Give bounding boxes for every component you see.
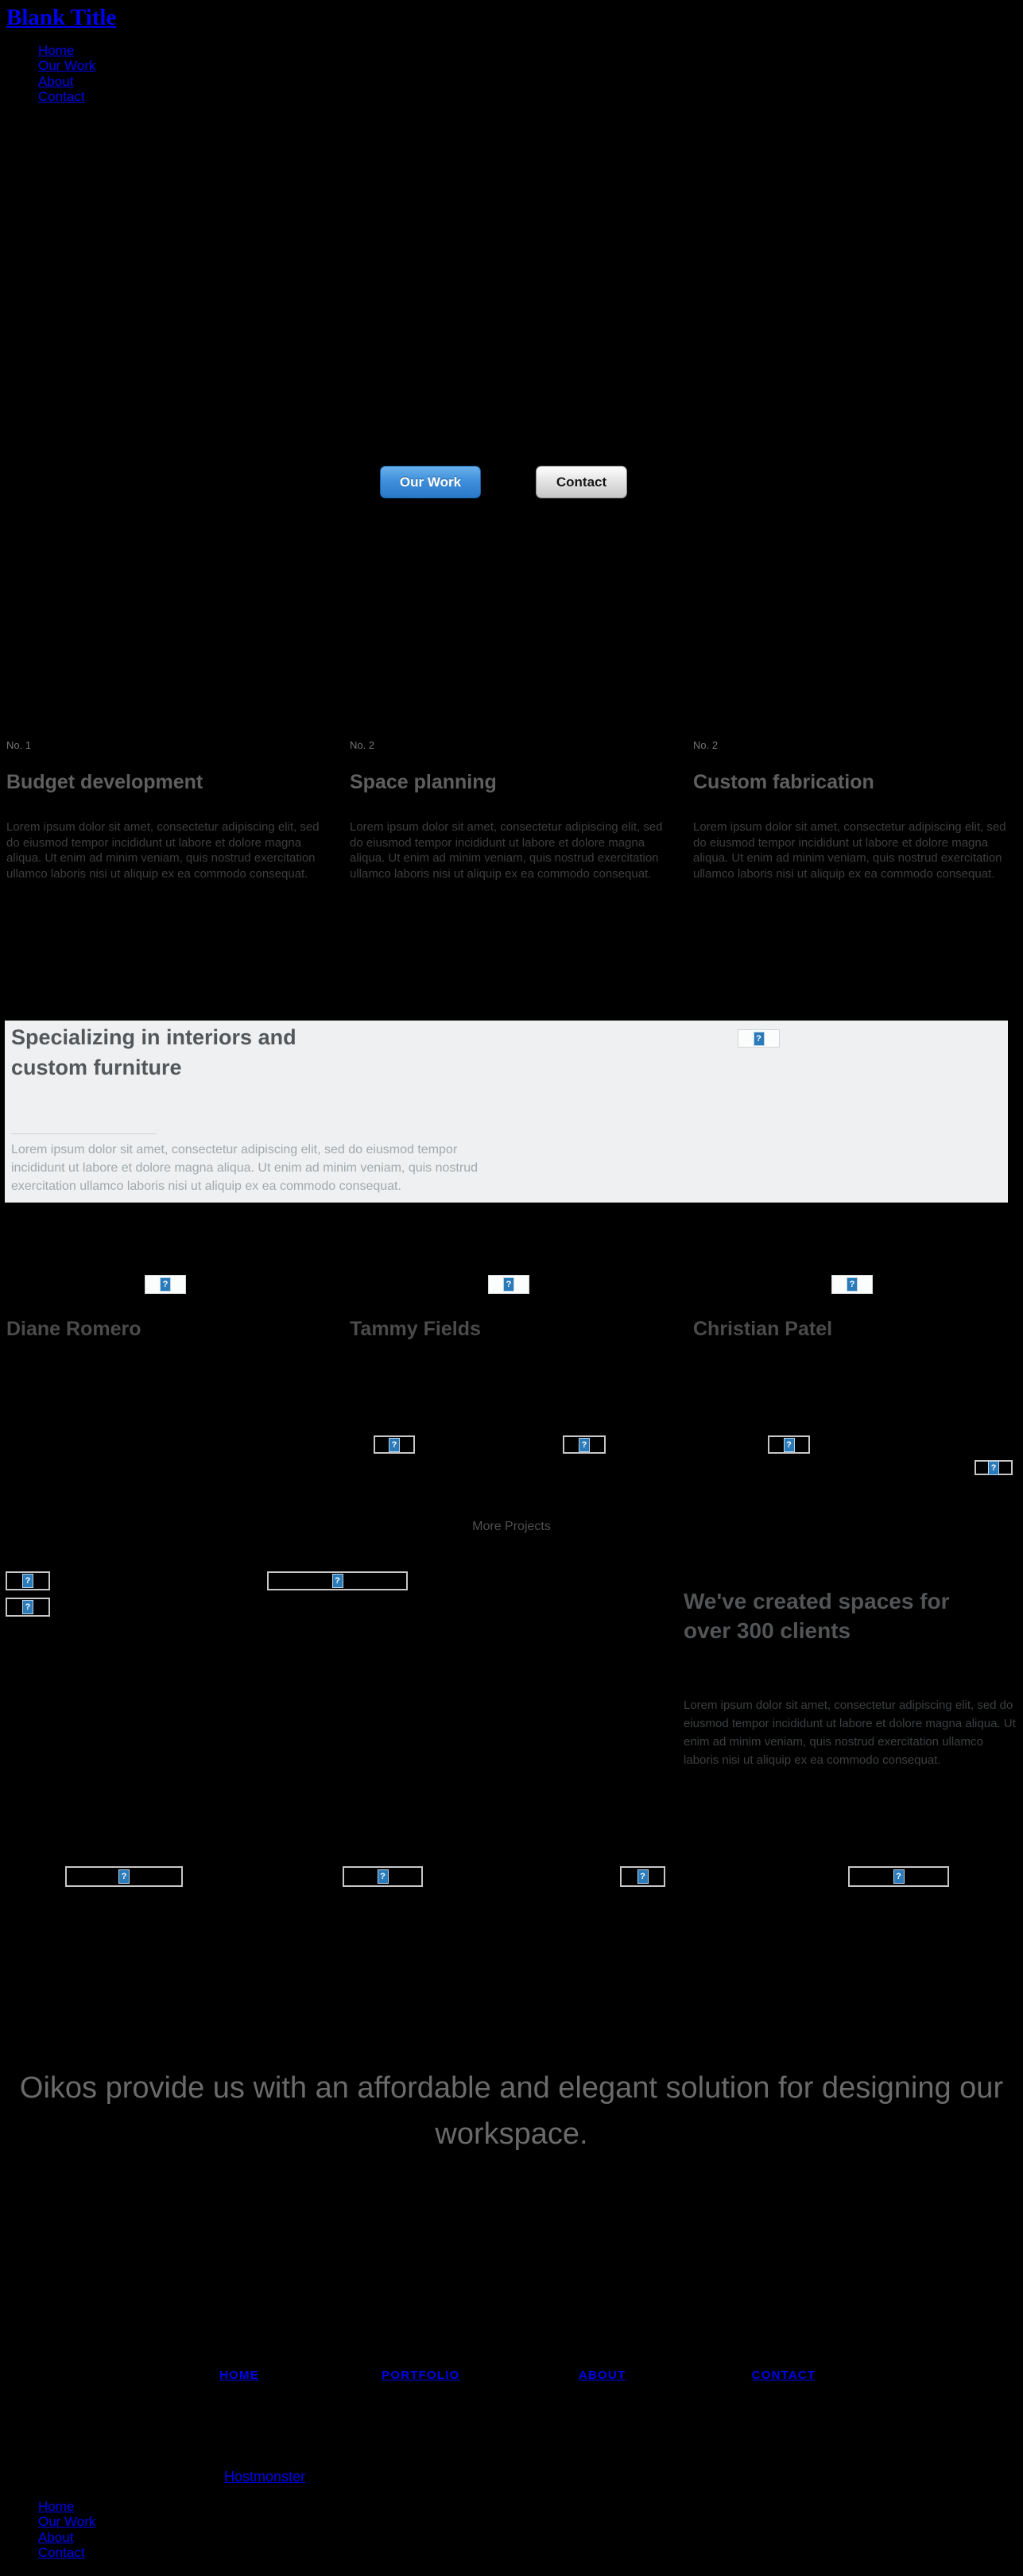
service-body: Lorem ipsum dolor sit amet, consectetur adipiscing elit, sed do eiusmod tempor incididunt ut labore et dolore magna aliqua. Ut enim ad minim veniam, quis nostrud exercitation ullamco laboris nisi ut aliquip ex ea commodo consequat.	[6, 820, 320, 881]
testimonial-quote: Oikos provide us with an affordable and elegant solution for designing our workspace.	[19, 2071, 1004, 2151]
top-nav-about[interactable]: About	[38, 73, 74, 89]
service-body: Lorem ipsum dolor sit amet, consectetur adipiscing elit, sed do eiusmod tempor incididunt ut labore et dolore magna aliqua. Ut enim ad minim veniam, quis nostrud exercitation ullamco laboris nisi ut aliquip ex ea commodo consequat.	[350, 820, 663, 881]
bottom-nav-contact[interactable]: Contact	[38, 2544, 85, 2560]
broken-image-icon: ?	[637, 1869, 649, 1884]
top-nav	[38, 43, 95, 104]
broken-image-icon: ?	[503, 1277, 514, 1292]
footer-nav-about[interactable]: ABOUT	[578, 2369, 626, 2382]
divider	[11, 1133, 157, 1134]
about-body: Lorem ipsum dolor sit amet, consectetur adipiscing elit, sed do eiusmod tempor incididunt ut labore et dolore magna aliqua. Ut enim ad minim veniam, quis nostrud exercitation ullamco laboris nisi ut aliquip ex ea commodo consequat.	[11, 1143, 478, 1193]
service-column-space	[350, 739, 668, 881]
broken-image-icon: ?	[118, 1869, 130, 1884]
service-body: Lorem ipsum dolor sit amet, consectetur adipiscing elit, sed do eiusmod tempor incididunt ut labore et dolore magna aliqua. Ut enim ad minim veniam, quis nostrud exercitation ullamco laboris nisi ut aliquip ex ea commodo consequat.	[693, 820, 1006, 881]
broken-image-placeholder	[768, 1435, 810, 1454]
broken-image-placeholder	[343, 1866, 423, 1887]
broken-image-placeholder	[488, 1275, 529, 1294]
our-work-button[interactable]: Our Work	[380, 466, 481, 498]
nav-item	[38, 2545, 95, 2560]
clients-body: Lorem ipsum dolor sit amet, consectetur adipiscing elit, sed do eiusmod tempor incididunt ut labore et dolore magna aliqua. Ut enim ad minim veniam, quis nostrud exercitation ullamco laboris nisi ut aliquip ex ea commodo consequat.	[684, 1699, 1016, 1767]
broken-image-placeholder	[738, 1029, 780, 1048]
service-title: Budget development	[6, 771, 203, 793]
broken-image-icon: ?	[988, 1461, 999, 1475]
broken-image-icon: ?	[754, 1032, 765, 1046]
broken-image-icon: ?	[579, 1438, 590, 1452]
broken-image-icon: ?	[389, 1438, 400, 1452]
testimonial-section	[0, 2065, 1023, 2157]
broken-image-icon: ?	[160, 1277, 171, 1292]
broken-image-placeholder	[975, 1460, 1013, 1475]
bottom-nav-home[interactable]: Home	[38, 2499, 75, 2514]
contact-button[interactable]: Contact	[536, 466, 627, 498]
team-member-name: Tammy Fields	[350, 1318, 481, 1340]
footer-nav	[151, 2369, 872, 2382]
service-number: No. 2	[693, 739, 719, 751]
hostmonster-link[interactable]: Hostmonster	[224, 2469, 306, 2485]
more-projects-label: More Projects	[472, 1520, 551, 1533]
top-nav-home[interactable]: Home	[38, 43, 75, 58]
broken-image-placeholder	[563, 1435, 606, 1454]
about-section	[5, 1021, 1008, 1203]
nav-item	[38, 2530, 95, 2545]
broken-image-placeholder	[6, 1571, 50, 1590]
team-member-name: Christian Patel	[693, 1318, 833, 1340]
broken-image-placeholder	[831, 1275, 873, 1294]
nav-item	[38, 58, 95, 73]
footer-nav-portfolio[interactable]: PORTFOLIO	[382, 2369, 460, 2382]
service-column-budget	[6, 739, 324, 881]
footer-nav-contact[interactable]: CONTACT	[751, 2369, 816, 2382]
broken-image-icon: ?	[22, 1600, 33, 1614]
broken-image-placeholder	[848, 1866, 949, 1887]
site-title-link[interactable]: Blank Title	[6, 5, 117, 30]
team-member-name: Diane Romero	[6, 1318, 141, 1340]
broken-image-icon: ?	[378, 1869, 389, 1884]
bottom-nav	[38, 2499, 95, 2560]
broken-image-icon: ?	[784, 1438, 795, 1452]
nav-item	[38, 43, 95, 58]
broken-image-placeholder	[6, 1598, 50, 1617]
top-nav-contact[interactable]: Contact	[38, 88, 85, 104]
nav-item	[38, 74, 95, 89]
service-title: Custom fabrication	[693, 771, 874, 793]
nav-item	[38, 2499, 95, 2514]
broken-image-icon: ?	[22, 1574, 33, 1588]
service-column-fabrication	[693, 739, 1011, 881]
broken-image-placeholder	[374, 1435, 415, 1454]
broken-image-placeholder	[65, 1866, 183, 1887]
top-nav-our-work[interactable]: Our Work	[38, 58, 96, 74]
footer-nav-home[interactable]: HOME	[219, 2369, 259, 2382]
broken-image-icon: ?	[332, 1574, 343, 1588]
nav-item	[38, 89, 95, 104]
broken-image-placeholder	[267, 1571, 408, 1590]
broken-image-placeholder	[620, 1866, 665, 1887]
broken-image-icon: ?	[893, 1869, 905, 1884]
broken-image-placeholder	[145, 1275, 186, 1294]
clients-heading: We've created spaces for over 300 clients	[684, 1589, 950, 1643]
service-title: Space planning	[350, 771, 497, 793]
about-heading: Specializing in interiors and custom furniture	[11, 1025, 296, 1079]
bottom-nav-about[interactable]: About	[38, 2529, 74, 2545]
service-number: No. 1	[6, 739, 32, 751]
broken-image-icon: ?	[847, 1277, 858, 1292]
nav-item	[38, 2514, 95, 2529]
bottom-nav-our-work[interactable]: Our Work	[38, 2514, 96, 2530]
service-number: No. 2	[350, 739, 375, 751]
clients-section	[684, 1586, 1023, 1767]
